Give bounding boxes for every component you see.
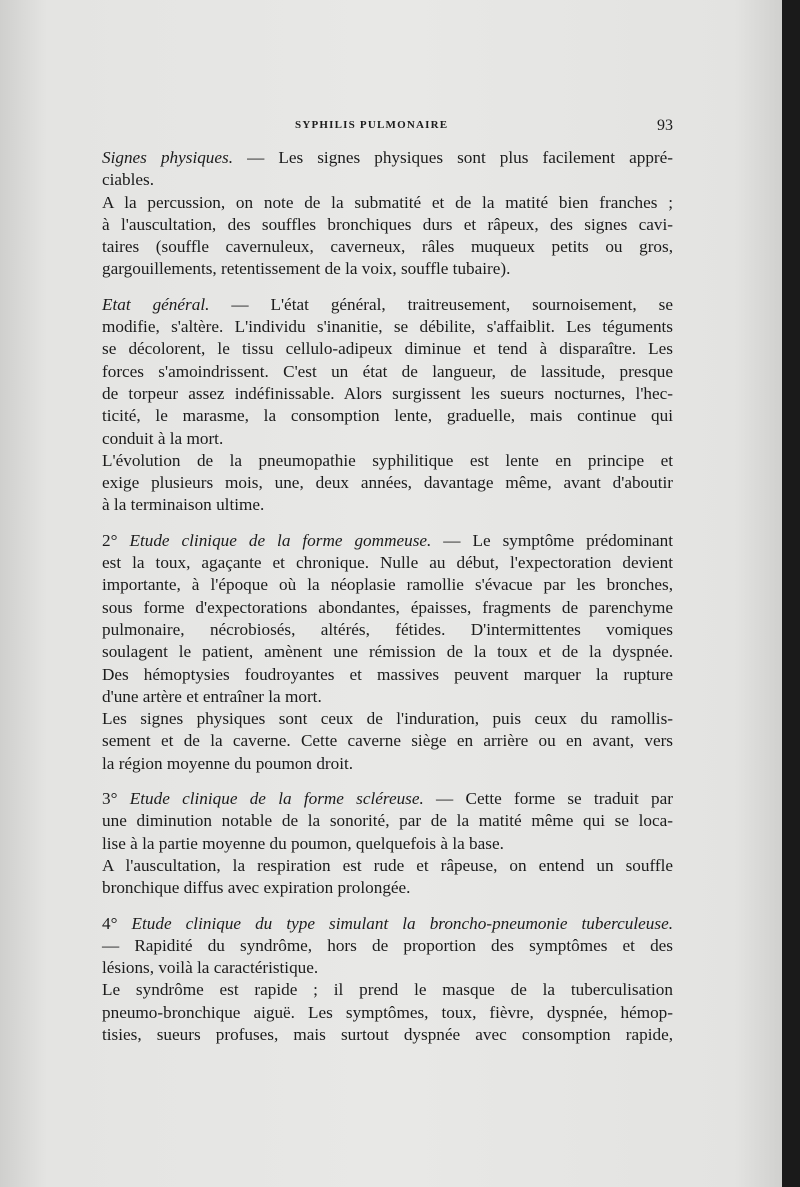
section-number: 2° bbox=[102, 530, 130, 550]
paragraph-etat-general bbox=[80, 294, 673, 450]
paragraph-broncho-pneumonie bbox=[80, 913, 673, 980]
section-label: Signes physiques. bbox=[102, 148, 234, 167]
text-line bbox=[80, 913, 673, 935]
text-line: Le syndrôme est rapide ; il prend le masque de la tuberculisation bbox=[102, 980, 673, 1000]
text-line: bronchique diffus avec expiration prolongée. bbox=[102, 878, 411, 898]
text-line: lise à la partie moyenne du poumon, quelquefois à la base. bbox=[102, 833, 504, 853]
text-line: L'évolution de la pneumopathie syphilitique est lente en principe et bbox=[102, 450, 673, 470]
text-line: sous forme d'expectorations abondantes, épaisses, fragments de parenchyme bbox=[102, 597, 673, 617]
text-line: 2° Etude clinique de la forme gommeuse. — Le symptôme prédominant bbox=[102, 530, 674, 550]
section-label: Etude clinique du type simulant la broncho-pneumonie tuberculeuse. bbox=[131, 913, 674, 933]
text-line: soulagent le patient, amènent une rémission de la toux et de la dyspnée. bbox=[102, 642, 673, 662]
text-line: ticité, le marasme, la consomption lente, graduelle, mais continue qui bbox=[102, 406, 673, 426]
text-line: 3° Etude clinique de la forme scléreuse. — Cette forme se traduit par bbox=[102, 789, 673, 809]
text-line: la région moyenne du poumon droit. bbox=[102, 753, 354, 773]
section-label: Etat général. bbox=[102, 294, 210, 314]
text-line: Etat général. — L'état général, traitreusement, sournoisement, se bbox=[102, 294, 673, 314]
text-line: se décolorent, le tissu cellulo-adipeux diminue et tend à disparaître. Les bbox=[102, 339, 673, 359]
paragraph-syndrome-rapide bbox=[80, 979, 673, 1046]
text-line: de torpeur assez indéfinissable. Alors surgissent les sueurs nocturnes, l'hec- bbox=[102, 383, 673, 403]
page-body bbox=[80, 147, 673, 1046]
text-line: exige plusieurs mois, une, deux années, davantage même, avant d'aboutir bbox=[102, 473, 673, 493]
paragraph-forme-gommeuse bbox=[80, 530, 673, 708]
text-line: importante, à l'époque où la néoplasie ramollie s'évacue par les bronches, bbox=[102, 575, 673, 595]
text-line: ciables. bbox=[102, 170, 155, 190]
running-title: SYPHILIS PULMONAIRE bbox=[295, 119, 449, 131]
text-line: sement et de la caverne. Cette caverne siège en arrière ou en avant, vers bbox=[102, 731, 673, 751]
page-header bbox=[90, 119, 673, 139]
text-line: gargouillements, retentissement de la voix, souffle tubaire). bbox=[102, 259, 511, 279]
text-line: — Rapidité du syndrôme, hors de proportion des symptômes et des bbox=[102, 935, 673, 955]
paragraph-forme-scléreuse bbox=[80, 788, 673, 855]
text-line: une diminution notable de la sonorité, par de la matité même qui se loca- bbox=[102, 811, 673, 831]
paragraph-auscultation bbox=[80, 855, 673, 900]
text-line: taires (souffle cavernuleux, caverneux, râles muqueux petits ou gros, bbox=[102, 237, 673, 257]
text-line: pneumo-bronchique aiguë. Les symptômes, toux, fièvre, dyspnée, hémop- bbox=[102, 1002, 673, 1022]
text-line: conduit à la mort. bbox=[102, 428, 224, 448]
text-line: Des hémoptysies foudroyantes et massives peuvent marquer la rupture bbox=[102, 664, 673, 684]
text-line: d'une artère et entraîner la mort. bbox=[102, 686, 322, 706]
text-line: à la terminaison ultime. bbox=[102, 495, 265, 515]
section-label: Etude clinique de la forme gommeuse. bbox=[129, 530, 432, 550]
text-line: lésions, voilà la caractéristique. bbox=[102, 958, 319, 978]
text-line: est la toux, agaçante et chronique. Nulle au début, l'expectoration devient bbox=[102, 553, 673, 573]
text-line: A la percussion, on note de la submatité et de la matité bien franches ; bbox=[102, 192, 673, 212]
page-number: 93 bbox=[657, 117, 673, 134]
section-label: Etude clinique de la forme scléreuse. bbox=[129, 789, 424, 809]
paragraph-signes-induration bbox=[80, 708, 673, 775]
text-line: pulmonaire, nécrobiosés, altérés, fétides. D'intermittentes vomiques bbox=[102, 619, 673, 639]
section-number: 3° bbox=[102, 789, 130, 809]
text-line: Signes physiques. — Les signes physiques sont plus facilement appré- bbox=[102, 148, 673, 167]
text-line: Les signes physiques sont ceux de l'induration, puis ceux du ramollis- bbox=[102, 709, 673, 729]
text-line: A l'auscultation, la respiration est rude et râpeuse, on entend un souffle bbox=[102, 855, 673, 875]
text-line: modifie, s'altère. L'individu s'inanitie, se débilite, s'affaiblit. Les téguments bbox=[102, 317, 673, 337]
paragraph-evolution bbox=[80, 450, 673, 517]
text-line: tisies, sueurs profuses, mais surtout dyspnée avec consomption rapide, bbox=[102, 1024, 673, 1044]
paragraph-percussion bbox=[80, 192, 673, 281]
section-number: 4° bbox=[102, 913, 132, 933]
paragraph-signes-physiques bbox=[80, 147, 673, 192]
text-line: forces s'amoindrissent. C'est un état de langueur, de lassitude, presque bbox=[102, 361, 673, 381]
text-line: à l'auscultation, des souffles bronchiques durs et râpeux, des signes cavi- bbox=[102, 214, 673, 234]
